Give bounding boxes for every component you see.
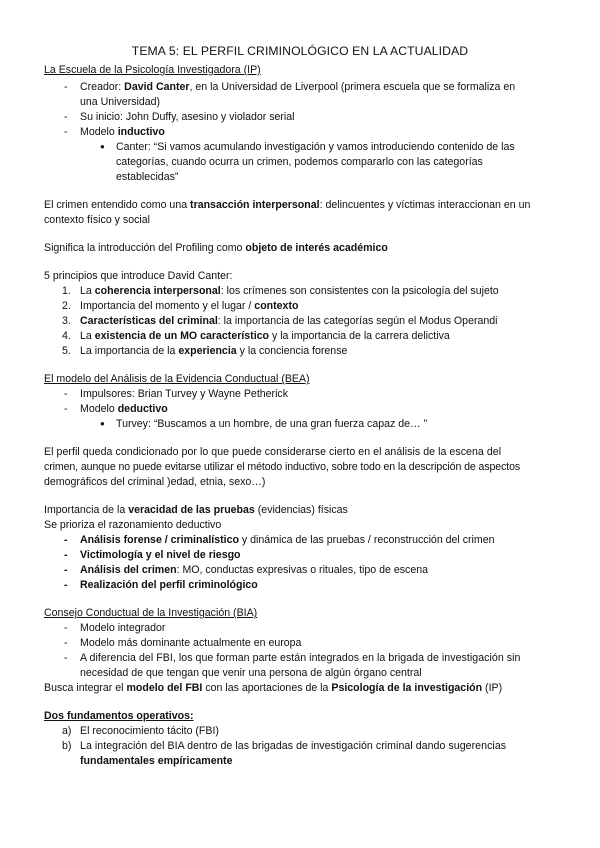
paragraph-veracidad: Importancia de la veracidad de las pruebas (evidencias) físicas <box>44 504 348 516</box>
paragraph-deductivo: Se prioriza el razonamiento deductivo <box>44 519 222 531</box>
list-number: 3. <box>62 315 71 327</box>
list-letter: b) <box>62 740 72 752</box>
list-item-modelo-deductivo: Modelo deductivo <box>80 403 168 415</box>
principle-item: Importancia del momento y el lugar / contexto <box>80 300 299 312</box>
bullet-dot: ● <box>100 142 105 151</box>
principle-item: Características del criminal: la importancia de las categorías según el Modus Operandi <box>80 315 498 327</box>
paragraph-busca-integrar: Busca integrar el modelo del FBI con las aportaciones de la Psicología de la investigación (IP) <box>44 682 503 694</box>
list-item-realizacion: Realización del perfil criminológico <box>80 579 258 591</box>
paragraph-profiling: Significa la introducción del Profiling como objeto de interés académico <box>44 242 388 254</box>
list-item-integracion-l1: La integración del BIA dentro de las brigadas de investigación criminal dando sugerencias <box>80 740 507 752</box>
list-dash: - <box>64 637 68 649</box>
list-item-integracion-l2: fundamentales empíricamente <box>80 755 233 767</box>
list-item-victimologia: Victimología y el nivel de riesgo <box>80 549 241 561</box>
list-item-dominante: Modelo más dominante actualmente en europa <box>80 637 302 649</box>
paragraph-perfil-l1: El perfil queda condicionado por lo que puede considerarse cierto en el análisis de la escena del <box>44 446 502 458</box>
paragraph-perfil-l3: demográficos del criminal )edad, etnia, sexo…) <box>44 476 266 488</box>
list-item-reconocimiento: El reconocimiento tácito (FBI) <box>80 725 219 737</box>
list-dash: - <box>64 549 68 561</box>
list-dash: - <box>64 652 68 664</box>
list-number: 5. <box>62 345 71 357</box>
list-number: 2. <box>62 300 71 312</box>
principles-intro: 5 principios que introduce David Canter: <box>44 270 233 282</box>
list-dash: - <box>64 534 68 546</box>
quote-canter-l3: establecidas” <box>116 171 179 183</box>
paragraph-transaccion-cont: contexto físico y social <box>44 214 150 226</box>
list-dash: - <box>64 403 68 415</box>
paragraph-transaccion: El crimen entendido como una transacción interpersonal: delincuentes y víctimas interaccionan en un <box>44 199 531 211</box>
section-heading-fundamentos: Dos fundamentos operativos: <box>44 710 194 722</box>
list-item-integrador: Modelo integrador <box>80 622 166 634</box>
section-heading-bea: El modelo del Análisis de la Evidencia Conductual (BEA) <box>44 373 310 385</box>
list-item-analisis-forense: Análisis forense / criminalístico y dinámica de las pruebas / reconstrucción del crimen <box>80 534 495 546</box>
list-number: 4. <box>62 330 71 342</box>
list-item-modelo-inductivo: Modelo inductivo <box>80 126 165 138</box>
list-dash: - <box>64 579 68 591</box>
list-dash: - <box>64 622 68 634</box>
list-dash: - <box>64 81 68 93</box>
list-item-diferencia-l1: A diferencia del FBI, los que forman parte están integrados en la brigada de investigación sin <box>80 652 521 664</box>
section-heading-ip: La Escuela de la Psicología Investigadora (IP) <box>44 64 261 76</box>
principle-item: La coherencia interpersonal: los crímenes son consistentes con la psicología del sujeto <box>80 285 499 297</box>
list-item-inicio: Su inicio: John Duffy, asesino y violador serial <box>80 111 295 123</box>
list-dash: - <box>64 564 68 576</box>
bullet-dot: ● <box>100 419 105 428</box>
quote-canter-l2: categorías, cuando ocurra un crimen, podemos compararlo con las categorías <box>116 156 483 168</box>
principle-item: La importancia de la experiencia y la conciencia forense <box>80 345 348 357</box>
list-dash: - <box>64 126 68 138</box>
list-letter: a) <box>62 725 72 737</box>
list-item-creador-cont: una Universidad) <box>80 96 161 108</box>
list-number: 1. <box>62 285 71 297</box>
paragraph-perfil-l2: crimen, aunque no puede evitarse utilizar el método inductivo, sobre todo en la descripción de aspectos <box>44 461 521 473</box>
list-dash: - <box>64 388 68 400</box>
principle-item: La existencia de un MO característico y la importancia de la carrera delictiva <box>80 330 450 342</box>
list-dash: - <box>64 111 68 123</box>
quote-canter-l1: Canter: “Si vamos acumulando investigación y vamos introduciendo contenido de las <box>116 141 515 153</box>
page-title: TEMA 5: EL PERFIL CRIMINOLÓGICO EN LA ACTUALIDAD <box>131 44 469 58</box>
list-item-analisis-crimen: Análisis del crimen: MO, conductas expresivas o rituales, tipo de escena <box>80 564 428 576</box>
list-item-diferencia-l2: necesidad de que tengan que venir una persona de algún órgano central <box>80 667 422 679</box>
section-heading-bia: Consejo Conductual de la Investigación (BIA) <box>44 607 258 619</box>
list-item-impulsores: Impulsores: Brian Turvey y Wayne Petherick <box>80 388 289 400</box>
list-item-creador: Creador: David Canter, en la Universidad de Liverpool (primera escuela que se formaliza en <box>80 81 516 93</box>
quote-turvey: Turvey: “Buscamos a un hombre, de una gran fuerza capaz de… ” <box>116 418 428 430</box>
